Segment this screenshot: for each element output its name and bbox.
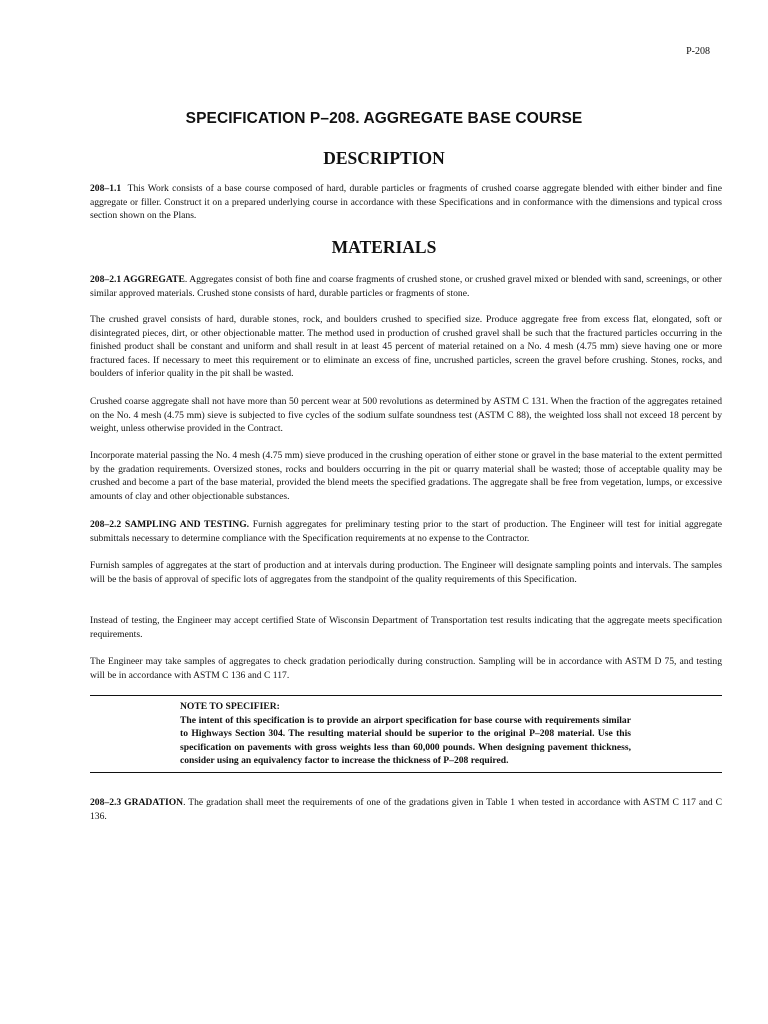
page-number: P-208 xyxy=(686,46,710,57)
section-heading-description: DESCRIPTION xyxy=(323,148,445,168)
paragraph-208-2-2 xyxy=(90,518,722,545)
paragraph-label: 208–2.1 AGGREGATE xyxy=(90,274,185,285)
paragraph-text: This Work consists of a base course composed of hard, durable particles or fragments of crushed coarse aggregate blended with either binder and fine aggregate or filler. Construct it on a prepared underlying course in accordance with these Specifications and in conformance with the dimensions and typical cross section shown on the Plans. xyxy=(90,183,722,222)
note-content xyxy=(180,700,631,768)
paragraph-208-2-1 xyxy=(90,273,722,300)
paragraph-label: 208–1.1 xyxy=(90,183,122,194)
document-title: SPECIFICATION P–208. AGGREGATE BASE COURSE xyxy=(185,110,583,127)
paragraph-crushed-gravel: The crushed gravel consists of hard, durable stones, rock, and boulders crushed to specified size. Produce aggregate free from excess flat, elongated, soft or disintegrated pieces, dirt, or other objectionable matter. The method used in production of crushed gravel shall be such that the fractured particles occurring in the finished product shall be constant and uniform and shall result in at least 45 percent of material retained on a No. 4 mesh (4.75 mm) sieve having one or more fractured faces. If necessary to meet this requirement or to eliminate an excess of fine, uncrushed particles, screen the gravel before crushing. Stones, rocks, and boulders of inferior quality in the pit shall be wasted. xyxy=(90,314,722,380)
paragraph-furnish-samples: Furnish samples of aggregates at the start of production and at intervals during production. The Engineer will designate sampling points and intervals. The samples will be the basis of approval of specific lots of aggregates from the standpoint of the quality requirements of this Specification. xyxy=(90,560,722,585)
paragraph-208-1-1 xyxy=(90,182,722,223)
note-text: The intent of this specification is to provide an airport specification for base course with requirements similar to Highways Section 304. The resulting material should be superior to the original P–208 material. Use this specification on pavements with gross weights less than 60,000 pounds. When designing pavement thickness, consider using an equivalency factor to increase the thickness of P–208 required. xyxy=(180,714,631,767)
paragraph-label: 208–2.3 GRADATION xyxy=(90,797,184,808)
paragraph-label: 208–2.2 SAMPLING AND TESTING. xyxy=(90,519,250,530)
note-heading: NOTE TO SPECIFIER: xyxy=(180,701,280,712)
paragraph-crushed-coarse-aggregate: Crushed coarse aggregate shall not have more than 50 percent wear at 500 revolutions as determined by ASTM C 131. When the fraction of the aggregates retained on the No. 4 mesh (4.75 mm) sieve is subjected to five cycles of the sodium sulfate soundness test (ASTM C 88), the weighted loss shall not exceed 18 percent by weight, unless otherwise provided in the Contract. xyxy=(90,396,722,435)
paragraph-instead-of-testing: Instead of testing, the Engineer may accept certified State of Wisconsin Department of Transportation test results indicating that the aggregate meets specification requirements. xyxy=(90,615,722,640)
paragraph-text: . Aggregates consist of both fine and coarse fragments of crushed stone, or crushed gravel mixed or blended with sand, screenings, or other similar approved materials. Crushed stone consists of hard, durable particles or fragments of stone. xyxy=(90,274,722,299)
paragraph-engineer-samples: The Engineer may take samples of aggregates to check gradation periodically during construction. Sampling will be in accordance with ASTM D 75, and testing will be in accordance with ASTM C 136 and C 117. xyxy=(90,656,722,681)
paragraph-208-2-3 xyxy=(90,796,722,823)
paragraph-text: . The gradation shall meet the requirements of one of the gradations given in Table 1 when tested in accordance with ASTM C 117 and C 136. xyxy=(90,797,722,822)
section-heading-materials: MATERIALS xyxy=(331,237,437,257)
paragraph-text: Furnish aggregates for preliminary testing prior to the start of production. The Engineer will test for initial aggregate submittals necessary to determine compliance with the Specification requirements at no expense to the Contractor. xyxy=(90,519,722,544)
note-to-specifier-box xyxy=(90,695,722,773)
paragraph-incorporate-material: Incorporate material passing the No. 4 mesh (4.75 mm) sieve produced in the crushing operation of either stone or gravel in the base material to the extent permitted by the gradation requirements. Oversized stones, rocks and boulders occurring in the pit or quarry material shall be wasted; those of acceptable quality may be crushed and become a part of the base material, provided the blend meets the specified gradations. The aggregate shall be free from vegetation, lumps, or excessive amounts of clay and other objectionable substances. xyxy=(90,450,722,502)
